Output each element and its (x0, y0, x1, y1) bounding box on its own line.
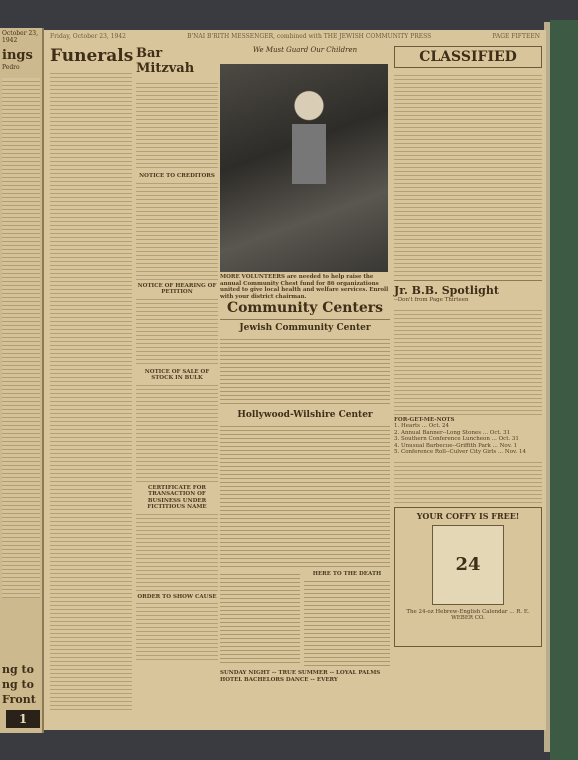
notice-creditors-heading: NOTICE TO CREDITORS (139, 173, 215, 179)
classified-text (394, 72, 542, 277)
bar-mitzvah-heading: Bar Mitzvah (136, 46, 195, 76)
notice-sale-text (136, 382, 218, 482)
schedule-line-2: 2. Annual Banner--Long Stones ... Oct. 31 (394, 429, 511, 436)
certificate-text (136, 511, 218, 591)
child-photo (220, 64, 388, 272)
community-centers-section (220, 300, 390, 683)
spotlight-text (394, 307, 542, 417)
funerals-column (50, 46, 132, 710)
coffee-ad-picture: 24 (432, 525, 504, 605)
sunday-night-ad: SUNDAY NIGHT -- TRUE SUMMER -- LOYAL PALMS HOTEL BACHELORS DANCE -- EVERY (220, 670, 381, 683)
coffee-ad (394, 507, 542, 647)
page-number: PAGE FIFTEEN (492, 33, 540, 40)
rule-1 (220, 319, 390, 320)
left-page-heading: ings (2, 48, 33, 63)
notice-creditors-text (136, 180, 218, 280)
here-to-death-text (304, 578, 390, 666)
jewish-center-text (220, 336, 390, 406)
order-heading: ORDER TO SHOW CAUSE (137, 593, 217, 600)
left-page-ad-badge: 1 (6, 710, 40, 728)
classified-column (394, 46, 542, 647)
spotlight-tagline: --Don't from Page Thirteen (394, 297, 469, 303)
certificate-heading: CERTIFICATE FOR TRANSACTION OF BUSINESS UNDER FICTITIOUS NAME (147, 484, 207, 510)
notice-petition-text (136, 296, 218, 366)
child-figure (280, 84, 338, 204)
jr-bb-spotlight-heading: Jr. B.B. Spotlight (394, 284, 499, 297)
get-set-heading: FOR-GET-ME-NOTS (394, 416, 455, 423)
schedule-line-3: 3. Southern Conference Luncheon ... Oct. 31 (394, 436, 519, 442)
book-spine (550, 20, 578, 760)
hollywood-wilshire-text (220, 423, 390, 568)
publication-name: B'NAI B'RITH MESSENGER, combined with THE JEWISH COMMUNITY PRESS (187, 33, 432, 40)
schedule-note (394, 459, 542, 503)
classified-heading: CLASSIFIED (394, 46, 542, 68)
masthead-strip (44, 30, 546, 42)
community-centers-heading: Community Centers (226, 300, 384, 316)
funerals-text (50, 70, 132, 710)
schedule-line-1: 1. Hearts ... Oct. 24 (394, 423, 450, 429)
order-text (136, 600, 218, 660)
left-page-fragment (0, 28, 44, 733)
notice-sale-heading: NOTICE OF SALE OF STOCK IN BULK (144, 368, 210, 381)
center-lower-text-left (220, 571, 300, 666)
issue-date: Friday, October 23, 1942 (50, 33, 126, 40)
bar-mitzvah-column (136, 46, 218, 660)
schedule-line-4: 4. Unusual Barbecue--Griffith Park ... Nov. 1 (394, 442, 518, 449)
left-page-ad-line2: ng to (2, 678, 34, 691)
left-page-text (2, 78, 40, 598)
coffee-ad-caption: The 24-oz Hebrew-English Calendar ... R. E. WEBER CO. (406, 608, 530, 621)
notice-petition-heading: NOTICE OF HEARING OF PETITION (137, 282, 217, 295)
schedule-line-5: 5. Conference Roll--Culver City Girls ... Nov. 14 (394, 449, 527, 455)
left-page-ad-line3: Front (2, 693, 36, 706)
left-page-ad-line1: ng to (2, 663, 34, 676)
here-to-death-heading: HERE TO THE DEATH (312, 571, 382, 577)
hollywood-wilshire-heading: Hollywood-Wilshire Center (237, 410, 373, 420)
rule-2 (394, 280, 542, 281)
photo-caption-block (220, 274, 390, 300)
left-page-subheading: Pedro (2, 64, 20, 71)
coffee-ad-title: YOUR COFFY IS FREE! (416, 510, 520, 521)
jewish-center-heading: Jewish Community Center (239, 323, 371, 333)
newspaper-page (44, 30, 546, 730)
photo-caption: MORE VOLUNTEERS are needed to help raise the annual Community Chest fund for 86 organizations united to give local health and welfare services. Enroll with your district chairman. (220, 274, 389, 300)
left-page-date: October 23, 1942 (2, 30, 39, 44)
center-column (220, 46, 390, 54)
bar-mitzvah-text (136, 80, 218, 170)
funerals-heading: Funerals (50, 46, 134, 66)
photo-caption-title: We Must Guard Our Children (252, 46, 358, 54)
